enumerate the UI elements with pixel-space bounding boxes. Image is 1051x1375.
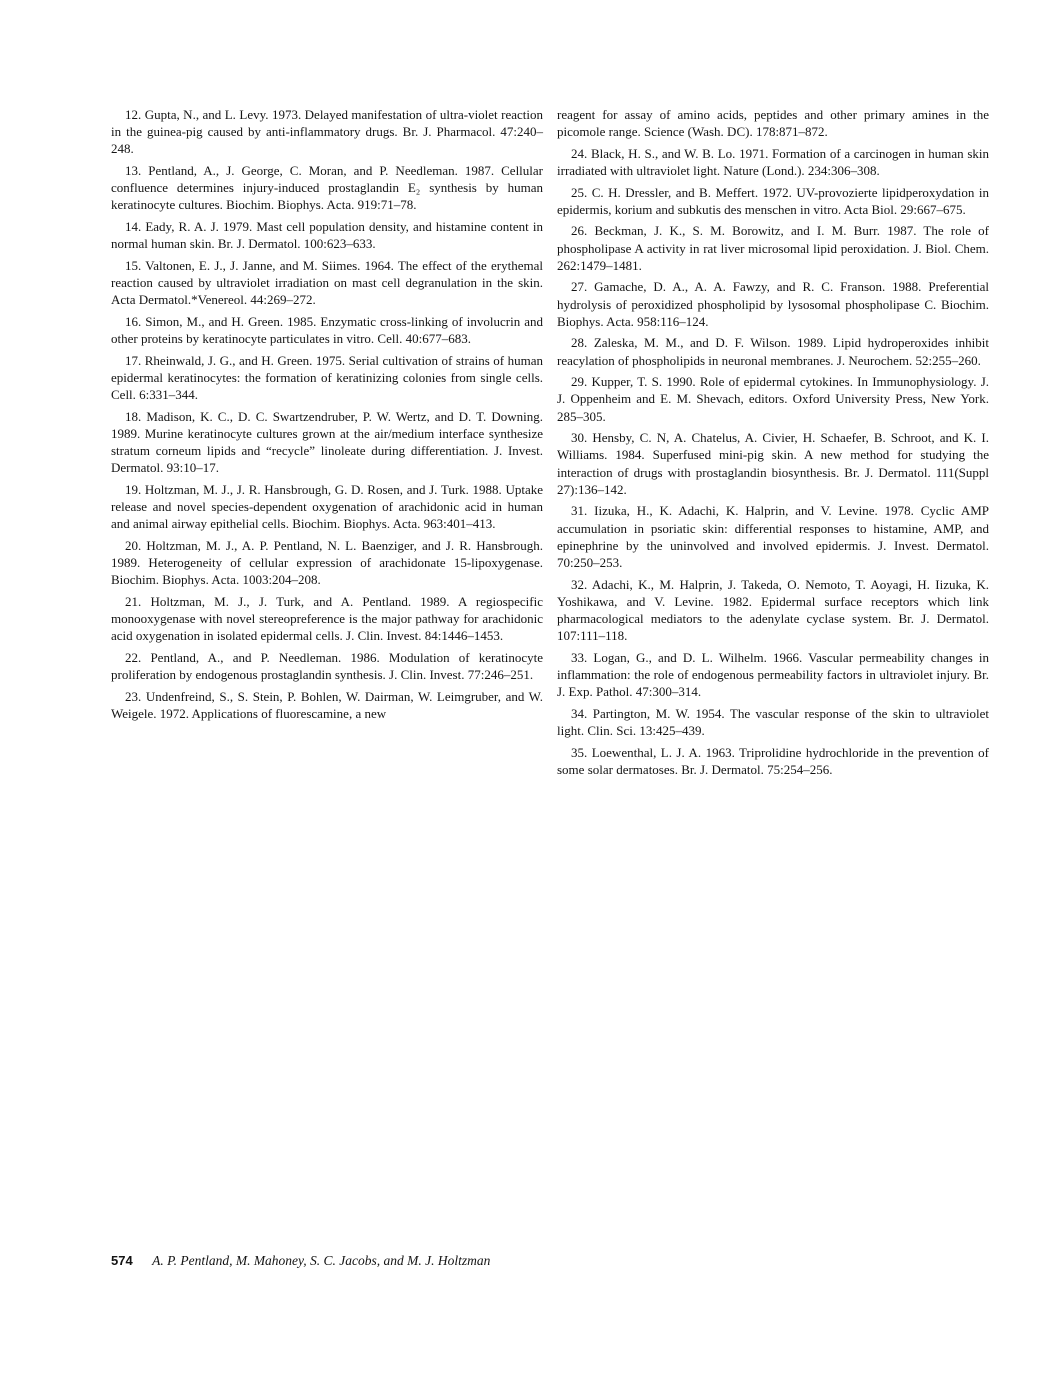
reference-text: Madison, K. C., D. C. Swartzendruber, P. W. Wertz, and D. T. Downing. 1989. Murine keratinocyte cultures grown at the air/medium interface synthesize stratum corneum lipids and “recycle” linoleate during differentiation. J. Invest. Dermatol. 93:10–17.: [111, 408, 544, 476]
reference-number: 17.: [125, 352, 142, 368]
reference-entry: [111, 408, 543, 477]
reference-column-left: [111, 106, 543, 726]
reference-entry: [111, 481, 543, 533]
reference-text: Valtonen, E. J., J. Janne, and M. Siimes. 1964. The effect of the erythemal reaction caused by ultraviolet irradiation on mast cell degranulation in the skin. Acta Dermatol.*Venereol. 44:269–272.: [111, 257, 544, 308]
reference-number: 33.: [571, 649, 588, 665]
reference-entry: [557, 334, 989, 368]
reference-text: Simon, M., and H. Green. 1985. Enzymatic cross-linking of involucrin and other proteins by keratinocyte particulates in vitro. Cell. 40:677–683.: [111, 313, 543, 346]
reference-entry: [111, 257, 543, 309]
reference-text: Kupper, T. S. 1990. Role of epidermal cytokines. In Immunophysiology. J. J. Oppenheim and E. M. Shevach, editors. Oxford University Press, New York. 285–305.: [557, 374, 990, 424]
reference-number: 23.: [125, 688, 142, 704]
reference-text: Adachi, K., M. Halprin, J. Takeda, O. Nemoto, T. Aoyagi, H. Iizuka, K. Yoshikawa, and V. Levine. 1982. Epidermal surface receptors which link pharmacological mediators to the adenylate cyclase system. Br. J. Dermatol. 107:111–118.: [557, 576, 989, 644]
reference-entry: [557, 744, 989, 778]
reference-text: Logan, G., and D. L. Wilhelm. 1966. Vascular permeability changes in inflammation: the role of endogenous permeability factors in ultraviolet injury. Br. J. Exp. Pathol. 47:300–314.: [557, 649, 989, 700]
reference-entry: [111, 537, 543, 589]
reference-entry: [557, 278, 989, 330]
page-footer: [111, 1253, 490, 1269]
reference-entry: [111, 593, 543, 645]
reference-entry: [111, 688, 543, 722]
reference-number: 18.: [125, 408, 142, 424]
reference-entry: [557, 649, 989, 701]
reference-number: 26.: [571, 223, 588, 239]
reference-number: 14.: [125, 219, 142, 234]
reference-text: Holtzman, M. J., J. Turk, and A. Pentland. 1989. A regiospecific monooxygenase with novel stereopreference is the major pathway for arachidonic acid oxygenation in isolated epidermal cells. J. Clin. Invest. 84:1446–1453.: [111, 593, 544, 644]
reference-text: Beckman, J. K., S. M. Borowitz, and I. M. Burr. 1987. The role of phospholipase A activity in rat liver microsomal lipid peroxidation. J. Biol. Chem. 262:1479–1481.: [557, 223, 990, 273]
page-number: 574: [111, 1253, 133, 1268]
reference-entry: [557, 429, 989, 498]
reference-text: Zaleska, M. M., and D. F. Wilson. 1989. Lipid hydroperoxides inhibit reacylation of phospholipids in neuronal membranes. J. Neurochem. 52:255–260.: [557, 335, 990, 368]
reference-column-right: [557, 106, 989, 782]
reference-entry: [557, 576, 989, 645]
reference-number: 22.: [125, 649, 142, 665]
reference-number: 25.: [571, 184, 588, 200]
reference-text: Undenfreind, S., S. Stein, P. Bohlen, W. Dairman, W. Leimgruber, and W. Weigele. 1972. Applications of fluorescamine, a new: [111, 688, 544, 721]
reference-entry: [557, 373, 989, 425]
reference-text: Gamache, D. A., A. A. Fawzy, and R. C. Franson. 1988. Preferential hydrolysis of peroxidized phospholipid by lysosomal phospholipase C. Biochim. Biophys. Acta. 958:116–124.: [557, 279, 989, 329]
reference-text: Iizuka, H., K. Adachi, K. Halprin, and V. Levine. 1978. Cyclic AMP accumulation in psoriatic skin: differential responses to histamine, AMP, and epinephrine by the uninvolved and involved epidermis. J. Invest. Dermatol. 70:250–253.: [557, 503, 990, 570]
reference-text: reagent for assay of amino acids, peptides and other primary amines in the picomole range. Science (Wash. DC). 178:871–872.: [557, 107, 989, 140]
reference-number: 27.: [571, 279, 588, 295]
reference-text: Pentland, A., and P. Needleman. 1986. Modulation of keratinocyte proliferation by endogenous prostaglandin synthesis. J. Clin. Invest. 77:246–251.: [111, 649, 544, 682]
reference-number: 12.: [125, 107, 142, 122]
reference-text: Loewenthal, L. J. A. 1963. Triprolidine hydrochloride in the prevention of some solar dermatoses. Br. J. Dermatol. 75:254–256.: [557, 744, 990, 777]
reference-number: 21.: [125, 593, 142, 609]
reference-text: Partington, M. W. 1954. The vascular response of the skin to ultraviolet light. Clin. Sci. 13:425–439.: [557, 705, 990, 738]
reference-entry: [557, 184, 989, 218]
running-authors: A. P. Pentland, M. Mahoney, S. C. Jacobs, and M. J. Holtzman: [152, 1253, 491, 1268]
reference-text: Black, H. S., and W. B. Lo. 1971. Formation of a carcinogen in human skin irradiated with ultraviolet light. Nature (Lond.). 234:306–308.: [557, 145, 990, 178]
reference-number: 31.: [571, 503, 588, 519]
reference-number: 34.: [571, 705, 588, 721]
reference-number: 32.: [571, 576, 588, 592]
reference-entry: [557, 705, 989, 739]
reference-text: Gupta, N., and L. Levy. 1973. Delayed manifestation of ultra-violet reaction in the guinea-pig caused by anti-inflammatory drugs. Br. J. Pharmacol. 47:240–248.: [111, 107, 543, 157]
reference-number: 30.: [571, 430, 588, 446]
reference-text: Eady, R. A. J. 1979. Mast cell population density, and histamine content in normal human skin. Br. J. Dermatol. 100:623–633.: [111, 219, 543, 252]
reference-number: 20.: [125, 537, 142, 553]
reference-number: 24.: [571, 145, 588, 161]
reference-number: 28.: [571, 335, 588, 351]
reference-number: 16.: [125, 313, 142, 329]
reference-number: 13.: [125, 163, 142, 178]
reference-entry: [111, 218, 543, 252]
reference-entry: [557, 145, 989, 179]
reference-number: 29.: [571, 374, 588, 390]
reference-text: C. H. Dressler, and B. Meffert. 1972. UV-provozierte lipidperoxydation in epidermis, korium and subkutis des menschen in vitro. Acta Biol. 29:667–675.: [557, 184, 989, 217]
reference-entry: [111, 106, 543, 158]
reference-text: Pentland, A., J. George, C. Moran, and P. Needleman. 1987. Cellular confluence determines injury-induced prostaglandin E₂ synthesis by human keratinocyte cultures. Biochim. Biophys. Acta. 919:71–78.: [111, 163, 544, 213]
reference-entry: [557, 106, 989, 140]
reference-text: Holtzman, M. J., J. R. Hansbrough, G. D. Rosen, and J. Turk. 1988. Uptake release and novel species-dependent oxygenation of arachidonic acid in human and animal airway epithelial cells. Biochim. Biophys. Acta. 963:401–413.: [111, 481, 543, 532]
reference-number: 35.: [571, 744, 588, 760]
reference-text: Holtzman, M. J., A. P. Pentland, N. L. Baenziger, and J. R. Hansbrough. 1989. Heterogeneity of cellular expression of arachidonate 15-lipoxygenase. Biochim. Biophys. Acta. 1003:204–208.: [111, 537, 544, 588]
reference-entry: [111, 313, 543, 347]
reference-entry: [111, 352, 543, 404]
reference-entry: [111, 162, 543, 214]
reference-number: 19.: [125, 481, 142, 497]
reference-entry: [557, 502, 989, 571]
reference-text: Rheinwald, J. G., and H. Green. 1975. Serial cultivation of strains of human epidermal keratinocytes: the formation of keratinizing colonies from single cells. Cell. 6:331–344.: [111, 352, 544, 402]
reference-entry: [111, 649, 543, 683]
reference-number: 15.: [125, 257, 142, 273]
reference-text: Hensby, C. N, A. Chatelus, A. Civier, H. Schaefer, B. Schroot, and K. I. Williams. 1984. Superfused mini-pig skin. A new method for studying the interaction of drugs with prostaglandin biosynthesis. Br. J. Dermatol. 111(Suppl 27):136–142.: [557, 430, 989, 497]
reference-entry: [557, 222, 989, 274]
